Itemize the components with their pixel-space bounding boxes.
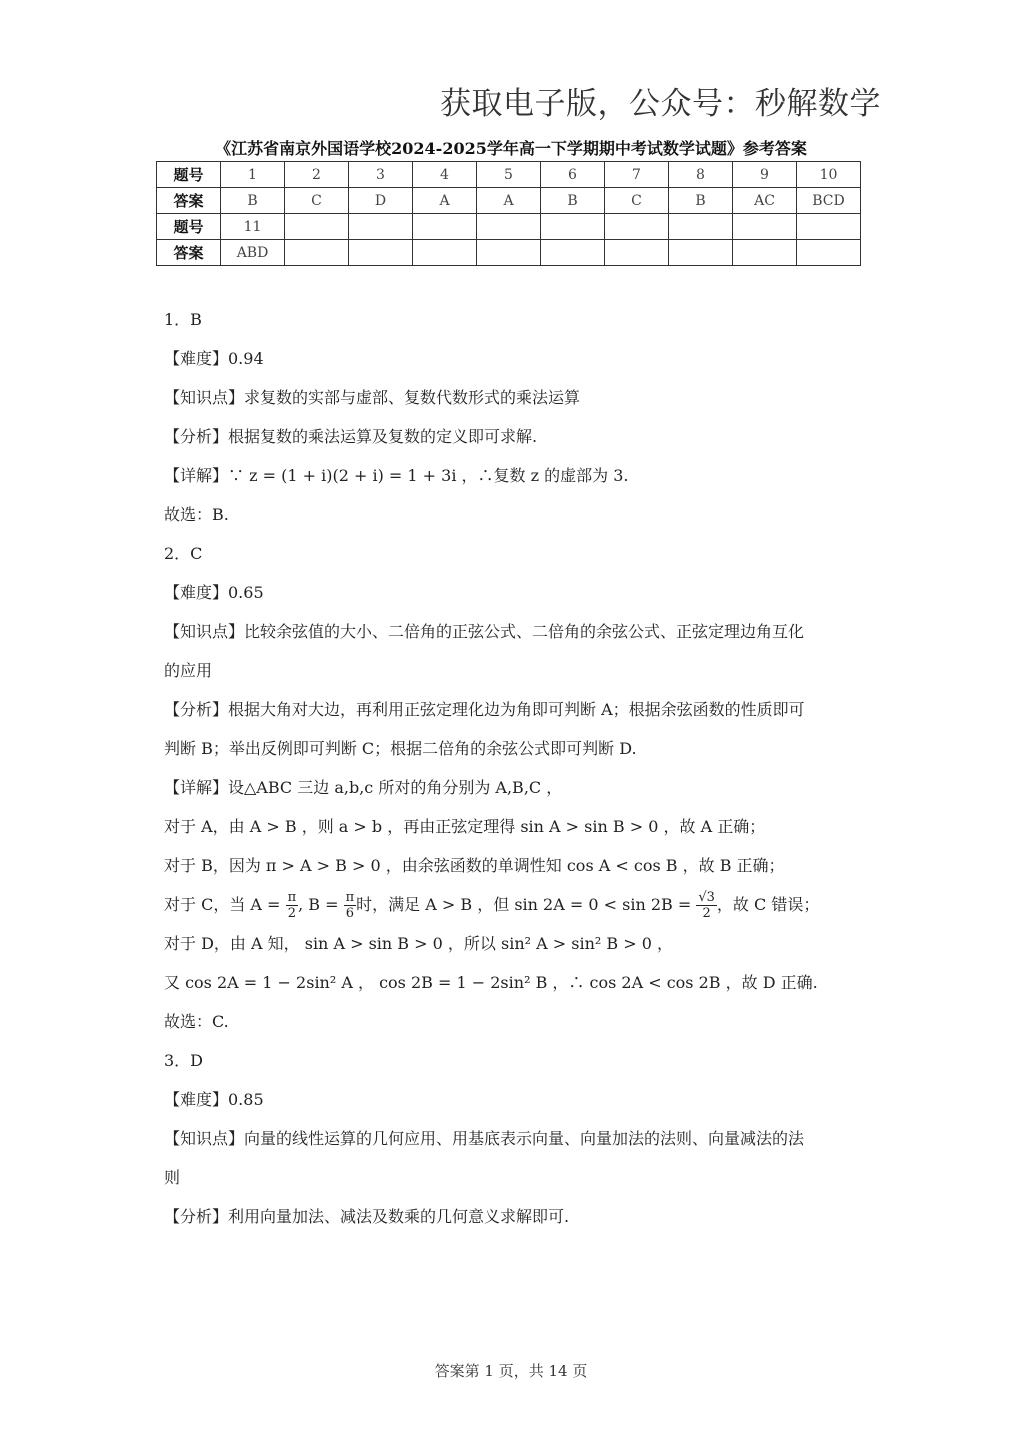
table-cell: A <box>413 188 477 214</box>
fraction <box>286 890 299 921</box>
q2-step-a: 对于 A，由 A > B ，则 a > b ，再由正弦定理得 sin A > sin B > 0 ，故 A 正确； <box>164 817 766 836</box>
q2-step-d: 对于 D，由 A 知， sin A > sin B > 0 ，所以 sin² A > sin² B > 0 ， <box>164 934 673 953</box>
q2-step-b: 对于 B，因为 π > A > B > 0 ，由余弦函数的单调性知 cos A < cos B ，故 B 正确； <box>164 856 785 875</box>
table-cell: 4 <box>413 162 477 188</box>
table-cell: 1 <box>221 162 285 188</box>
table-cell <box>349 240 413 266</box>
table-cell <box>605 214 669 240</box>
table-cell <box>477 214 541 240</box>
table-cell: BCD <box>797 188 861 214</box>
table-cell: ABD <box>221 240 285 266</box>
q1-knowledge: 【知识点】求复数的实部与虚部、复数代数形式的乘法运算 <box>164 388 581 407</box>
table-row <box>157 162 861 188</box>
table-cell: B <box>669 188 733 214</box>
q2-step-c <box>164 885 864 924</box>
q1-difficulty: 【难度】0.94 <box>164 349 264 368</box>
fraction-denominator: 2 <box>287 906 296 921</box>
q2-step-c-mid2: 时，满足 A > B ，但 sin 2A = 0 < sin 2B = <box>356 895 692 914</box>
solutions-body <box>164 300 864 1236</box>
table-cell: B <box>541 188 605 214</box>
table-label: 答案 <box>157 240 221 266</box>
fraction-denominator: 2 <box>702 906 711 921</box>
q1-analysis: 【分析】根据复数的乘法运算及复数的定义即可求解. <box>164 427 538 446</box>
fraction-numerator: π <box>287 890 297 905</box>
table-label: 题号 <box>157 214 221 240</box>
table-cell <box>477 240 541 266</box>
q3-knowledge-line1: 【知识点】向量的线性运算的几何应用、用基底表示向量、向量加法的法则、向量减法的法 <box>164 1129 805 1148</box>
table-cell <box>797 240 861 266</box>
table-cell <box>733 214 797 240</box>
table-cell: 9 <box>733 162 797 188</box>
page-title: 《江苏省南京外国语学校2024-2025学年高一下学期期中考试数学试题》参考答案 <box>215 139 807 158</box>
q2-step-c-pre: 对于 C，当 A = <box>164 895 281 914</box>
q3-analysis: 【分析】利用向量加法、减法及数乘的几何意义求解即可. <box>164 1207 570 1226</box>
q2-analysis-line2: 判断 B；举出反例即可判断 C；根据二倍角的余弦公式即可判断 D. <box>164 739 637 758</box>
q2-knowledge-line1: 【知识点】比较余弦值的大小、二倍角的正弦公式、二倍角的余弦公式、正弦定理边角互化 <box>164 622 805 641</box>
q3-knowledge-line2: 则 <box>164 1168 181 1187</box>
table-row <box>157 240 861 266</box>
table-cell <box>413 240 477 266</box>
table-label: 答案 <box>157 188 221 214</box>
fraction-numerator: π <box>345 890 355 905</box>
table-cell: 10 <box>797 162 861 188</box>
fraction-numerator: √3 <box>698 890 715 905</box>
q2-knowledge-line2: 的应用 <box>164 661 213 680</box>
q3-heading: 3．D <box>164 1051 204 1070</box>
q2-heading: 2．C <box>164 544 203 563</box>
table-cell: A <box>477 188 541 214</box>
table-cell: 11 <box>221 214 285 240</box>
table-cell <box>541 214 605 240</box>
table-cell <box>669 240 733 266</box>
table-cell <box>285 214 349 240</box>
table-cell: AC <box>733 188 797 214</box>
table-cell: 6 <box>541 162 605 188</box>
q2-step-c-end: ，故 C 错误； <box>716 895 820 914</box>
watermark-text: 获取电子版，公众号：秒解数学 <box>440 86 881 122</box>
table-cell: 8 <box>669 162 733 188</box>
table-cell: C <box>285 188 349 214</box>
table-cell: 7 <box>605 162 669 188</box>
table-cell: 5 <box>477 162 541 188</box>
table-cell <box>413 214 477 240</box>
table-cell <box>285 240 349 266</box>
table-cell <box>669 214 733 240</box>
table-cell: B <box>221 188 285 214</box>
q2-choice: 故选：C. <box>164 1012 229 1031</box>
q1-choice: 故选：B. <box>164 505 229 524</box>
table-cell <box>541 240 605 266</box>
table-row <box>157 188 861 214</box>
table-cell: 3 <box>349 162 413 188</box>
fraction <box>344 890 357 921</box>
page-footer: 答案第 1 页，共 14 页 <box>434 1362 588 1380</box>
q2-difficulty: 【难度】0.65 <box>164 583 264 602</box>
q3-difficulty: 【难度】0.85 <box>164 1090 264 1109</box>
fraction-denominator: 6 <box>345 906 355 921</box>
q2-step-c-mid1: , B = <box>298 895 339 914</box>
q1-heading: 1．B <box>164 310 202 329</box>
table-cell <box>349 214 413 240</box>
fraction <box>696 890 717 921</box>
table-cell: D <box>349 188 413 214</box>
q2-analysis-line1: 【分析】根据大角对大边，再利用正弦定理化边为角即可判断 A；根据余弦函数的性质即可 <box>164 700 805 719</box>
q1-detail: 【详解】∵ z = (1 + i)(2 + i) = 1 + 3i ，∴复数 z 的虚部为 3. <box>164 466 629 485</box>
q2-detail: 【详解】设△ABC 三边 a,b,c 所对的角分别为 A,B,C ， <box>164 778 563 797</box>
table-label: 题号 <box>157 162 221 188</box>
table-cell <box>797 214 861 240</box>
answer-table <box>156 161 861 266</box>
q2-step-d2: 又 cos 2A = 1 − 2sin² A ， cos 2B = 1 − 2sin² B ，∴ cos 2A < cos 2B ，故 D 正确. <box>164 973 818 992</box>
table-cell <box>733 240 797 266</box>
table-cell: C <box>605 188 669 214</box>
table-cell: 2 <box>285 162 349 188</box>
table-row <box>157 214 861 240</box>
table-cell <box>605 240 669 266</box>
